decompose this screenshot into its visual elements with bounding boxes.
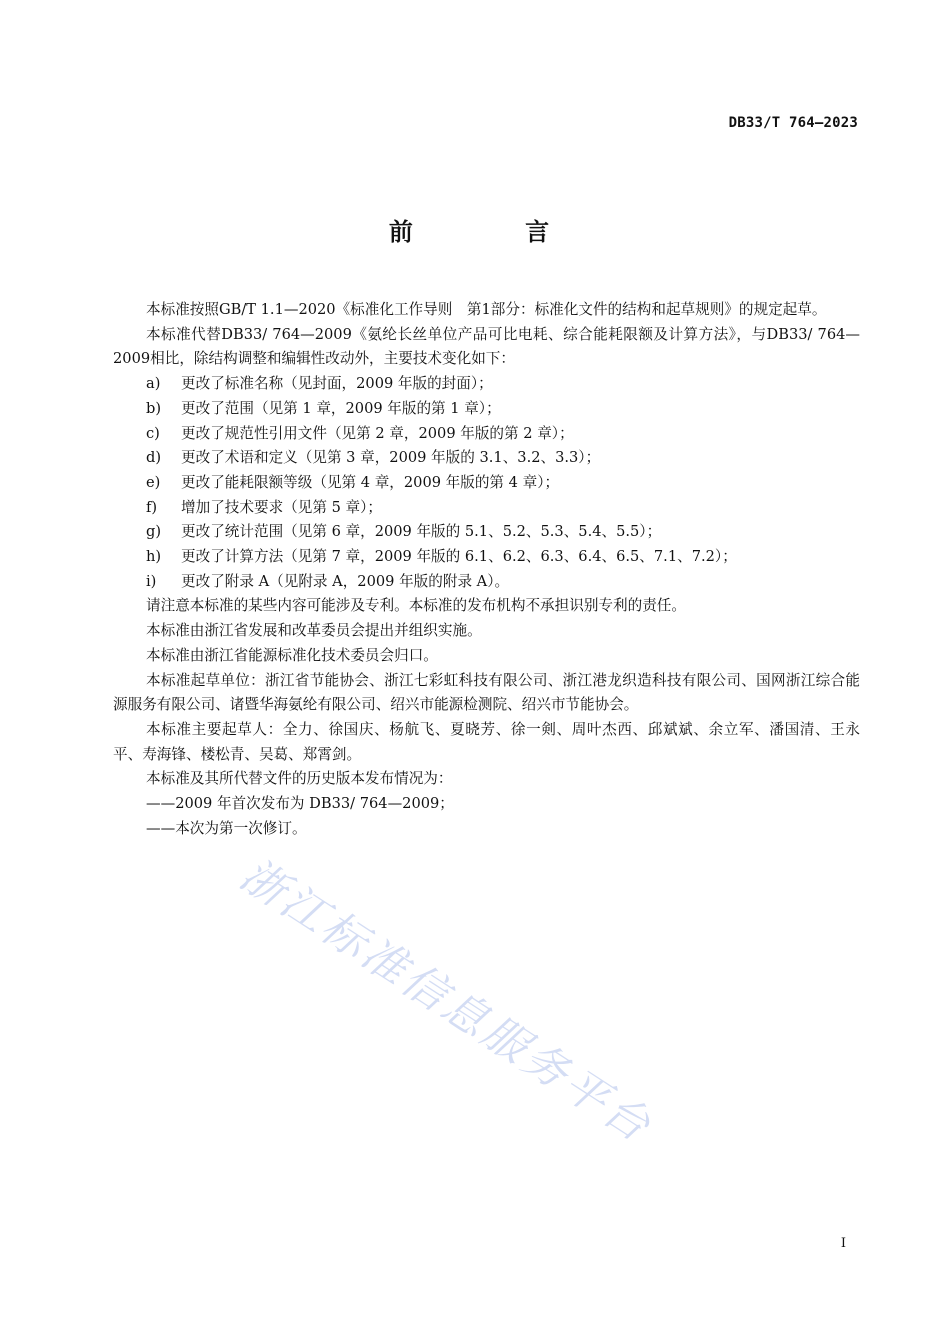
list-item bbox=[113, 520, 860, 545]
list-marker: g) bbox=[146, 523, 162, 541]
list-text: 更改了标准名称（见封面，2009 年版的封面）； bbox=[181, 375, 493, 393]
list-marker: d) bbox=[146, 449, 162, 467]
paragraph-history-intro: 本标准及其所代替文件的历史版本发布情况为： bbox=[146, 770, 453, 788]
list-item bbox=[113, 397, 860, 422]
list-marker: c) bbox=[146, 424, 160, 442]
list-item bbox=[113, 545, 860, 570]
list-item bbox=[113, 496, 860, 521]
page-title: 前 言 bbox=[388, 218, 602, 246]
foreword-body bbox=[113, 298, 860, 841]
list-marker: h) bbox=[146, 548, 162, 566]
document-code: DB33/T 764—2023 bbox=[728, 115, 858, 131]
paragraph-replacement: 本标准代替DB33/ 764—2009《氨纶长丝单位产品可比电耗、综合能耗限额及计算方法》，与DB33/ 764—2009相比，除结构调整和编辑性改动外，主要技术变化如下： bbox=[113, 325, 860, 368]
list-marker: b) bbox=[146, 399, 162, 417]
paragraph-centralized-by: 本标准由浙江省能源标准化技术委员会归口。 bbox=[146, 646, 438, 664]
list-text: 更改了术语和定义（见第 3 章，2009 年版的 3.1、3.2、3.3）； bbox=[181, 449, 601, 467]
page-number: I bbox=[840, 1236, 846, 1251]
list-marker: i) bbox=[146, 572, 157, 590]
list-item bbox=[113, 471, 860, 496]
list-text: 更改了附录 A（见附录 A，2009 年版的附录 A）。 bbox=[181, 572, 510, 590]
list-item bbox=[113, 422, 860, 447]
paragraph-patent-notice: 请注意本标准的某些内容可能涉及专利。本标准的发布机构不承担识别专利的责任。 bbox=[146, 597, 686, 615]
list-text: 更改了范围（见第 1 章，2009 年版的第 1 章）； bbox=[181, 399, 501, 417]
list-marker: e) bbox=[146, 473, 161, 491]
list-marker: a) bbox=[146, 375, 161, 393]
list-item bbox=[113, 446, 860, 471]
list-text: 更改了能耗限额等级（见第 4 章，2009 年版的第 4 章）； bbox=[181, 473, 560, 491]
list-marker: f) bbox=[146, 498, 158, 516]
changes-list bbox=[113, 372, 860, 594]
history-item: ——2009 年首次发布为 DB33/ 764—2009； bbox=[146, 795, 454, 813]
list-item bbox=[113, 570, 860, 595]
paragraph-drafting-rules: 本标准按照GB/T 1.1—2020《标准化工作导则 第1部分：标准化文件的结构和起草规则》的规定起草。 bbox=[146, 301, 827, 318]
list-text: 更改了规范性引用文件（见第 2 章，2009 年版的第 2 章）； bbox=[181, 424, 574, 442]
watermark: 浙江标准信息服务平台 bbox=[231, 849, 662, 1154]
list-text: 更改了统计范围（见第 6 章，2009 年版的 5.1、5.2、5.3、5.4、5.5）； bbox=[181, 523, 662, 541]
paragraph-proposed-by: 本标准由浙江省发展和改革委员会提出并组织实施。 bbox=[146, 622, 482, 640]
paragraph-drafting-units: 本标准起草单位：浙江省节能协会、浙江七彩虹科技有限公司、浙江港龙织造科技有限公司、国网浙江综合能源服务有限公司、诸暨华海氨纶有限公司、绍兴市能源检测院、绍兴市节能协会。 bbox=[113, 671, 860, 714]
history-item: ——本次为第一次修订。 bbox=[146, 819, 307, 837]
paragraph-drafters: 本标准主要起草人：全力、徐国庆、杨航飞、夏晓芳、徐一剣、周叶杰西、邱斌斌、余立军、潘国清、王永平、寿海锋、楼松青、吴葛、郑霄剑。 bbox=[113, 720, 860, 763]
list-text: 更改了计算方法（见第 7 章，2009 年版的 6.1、6.2、6.3、6.4、6.5、7.1、7.2）； bbox=[181, 548, 737, 566]
list-text: 增加了技术要求（见第 5 章）； bbox=[181, 498, 382, 516]
list-item bbox=[113, 372, 860, 397]
